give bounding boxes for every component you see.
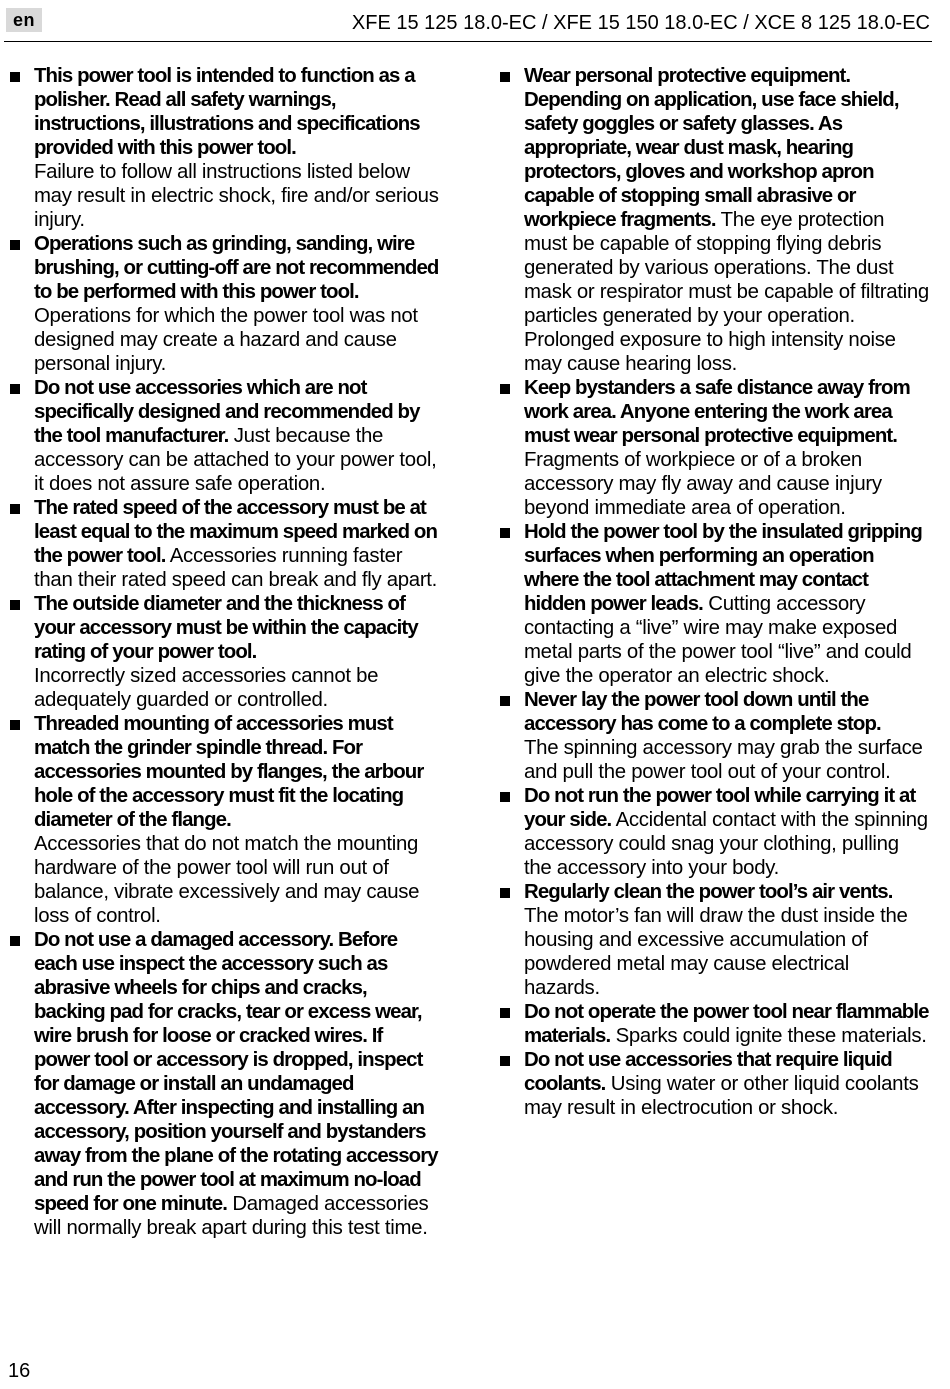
warning-explanation: Failure to follow all instructions listed below may result in electric shock, fire and/or serious injury. bbox=[34, 161, 439, 231]
warning-explanation: Accessories that do not match the mounting hardware of the power tool will run out of balance, vibrate excessively and may cause loss of control. bbox=[34, 833, 420, 927]
warning-heading: Keep bystanders a safe distance away from work area. Anyone entering the work area must wear personal protective equipment. bbox=[524, 377, 910, 447]
safety-item bbox=[8, 232, 440, 376]
safety-item bbox=[498, 1048, 930, 1120]
square-bullet-icon bbox=[500, 1056, 510, 1066]
warning-explanation: Just because the accessory can be attached to your power tool, it does not assure safe operation. bbox=[34, 425, 437, 495]
warning-heading: Regularly clean the power tool’s air vents. bbox=[524, 881, 893, 903]
page-header bbox=[0, 0, 950, 44]
warning-heading: Do not run the power tool while carrying it at your side. bbox=[524, 785, 916, 831]
safety-item bbox=[8, 376, 440, 496]
warning-explanation: Accessories running faster than their rated speed can break and fly apart. bbox=[34, 545, 438, 591]
safety-item bbox=[498, 520, 930, 688]
page-number: 16 bbox=[8, 1360, 31, 1382]
warning-heading: Do not operate the power tool near flammable materials. bbox=[524, 1001, 929, 1047]
warning-explanation: Cutting accessory contacting a “live” wire may make exposed metal parts of the power tool “live” and could give the operator an electric shock. bbox=[524, 593, 912, 687]
safety-item bbox=[498, 1000, 930, 1048]
warning-explanation: Fragments of workpiece or of a broken accessory may fly away and cause injury beyond immediate area of operation. bbox=[524, 449, 882, 519]
safety-item bbox=[498, 64, 930, 376]
square-bullet-icon bbox=[500, 888, 510, 898]
warning-explanation: Accidental contact with the spinning accessory could snag your clothing, pulling the accessory into your body. bbox=[524, 809, 928, 879]
safety-item bbox=[498, 880, 930, 1000]
warning-heading: Do not use accessories which are not specifically designed and recommended by the tool manufacturer. bbox=[34, 377, 420, 447]
square-bullet-icon bbox=[500, 696, 510, 706]
safety-item bbox=[8, 928, 440, 1240]
safety-item bbox=[498, 688, 930, 784]
square-bullet-icon bbox=[500, 72, 510, 82]
warning-heading: Operations such as grinding, sanding, wire brushing, or cutting-off are not recommended to be performed with this power tool. bbox=[34, 233, 439, 303]
warning-heading: Hold the power tool by the insulated gripping surfaces when performing an operation where the tool attachment may contact hidden power leads. bbox=[524, 521, 922, 615]
warning-heading: Do not use a damaged accessory. Before each use inspect the accessory such as abrasive wheels for chips and cracks, backing pad for cracks, tear or excess wear, wire brush for loose or cracked wires. If power tool or accessory is dropped, inspect for damage or install an undamaged accessory. After inspecting and installing an accessory, position yourself and bystanders away from the plane of the rotating accessory and run the power tool at maximum no-load speed for one minute. bbox=[34, 929, 438, 1215]
warning-explanation: Damaged accessories will normally break apart during this test time. bbox=[34, 1193, 429, 1239]
safety-item bbox=[8, 592, 440, 712]
warning-explanation: Using water or other liquid coolants may result in electrocution or shock. bbox=[524, 1073, 919, 1119]
square-bullet-icon bbox=[500, 384, 510, 394]
square-bullet-icon bbox=[10, 384, 20, 394]
square-bullet-icon bbox=[10, 240, 20, 250]
right-column bbox=[498, 64, 930, 1120]
square-bullet-icon bbox=[10, 936, 20, 946]
warning-heading: The rated speed of the accessory must be at least equal to the maximum speed marked on the power tool. bbox=[34, 497, 437, 567]
square-bullet-icon bbox=[10, 600, 20, 610]
warning-explanation: The motor’s fan will draw the dust inside the housing and excessive accumulation of powdered metal may cause electrical hazards. bbox=[524, 905, 908, 999]
warning-explanation: Operations for which the power tool was not designed may create a hazard and cause personal injury. bbox=[34, 305, 418, 375]
square-bullet-icon bbox=[10, 504, 20, 514]
warning-heading: Wear personal protective equipment. Depending on application, use face shield, safety goggles or safety glasses. As appropriate, wear dust mask, hearing protectors, gloves and workshop apron capable of stopping small abrasive or workpiece fragments. bbox=[524, 65, 899, 231]
square-bullet-icon bbox=[10, 720, 20, 730]
warning-heading: The outside diameter and the thickness of your accessory must be within the capacity rating of your power tool. bbox=[34, 593, 418, 663]
square-bullet-icon bbox=[500, 528, 510, 538]
safety-item bbox=[8, 64, 440, 232]
warning-explanation: The spinning accessory may grab the surface and pull the power tool out of your control. bbox=[524, 737, 923, 783]
square-bullet-icon bbox=[10, 72, 20, 82]
safety-item bbox=[498, 784, 930, 880]
safety-item bbox=[8, 496, 440, 592]
warning-heading: This power tool is intended to function as a polisher. Read all safety warnings, instructions, illustrations and specifications provided with this power tool. bbox=[34, 65, 420, 159]
warning-explanation: Sparks could ignite these materials. bbox=[615, 1025, 927, 1047]
warning-heading: Do not use accessories that require liquid coolants. bbox=[524, 1049, 892, 1095]
header-divider bbox=[4, 41, 932, 42]
left-column bbox=[8, 64, 440, 1240]
safety-item bbox=[498, 376, 930, 520]
model-title: XFE 15 125 18.0-EC / XFE 15 150 18.0-EC / XCE 8 125 18.0-EC bbox=[351, 12, 930, 34]
square-bullet-icon bbox=[500, 1008, 510, 1018]
square-bullet-icon bbox=[500, 792, 510, 802]
warning-explanation: Incorrectly sized accessories cannot be adequately guarded or controlled. bbox=[34, 665, 379, 711]
warning-heading: Never lay the power tool down until the accessory has come to a complete stop. bbox=[524, 689, 881, 735]
language-tag: en bbox=[6, 8, 42, 32]
safety-item bbox=[8, 712, 440, 928]
warning-explanation: The eye protection must be capable of stopping flying debris generated by various operations. The dust mask or respirator must be capable of filtrating particles generated by your operation. Prolonged exposure to high intensity noise may cause hearing loss. bbox=[524, 209, 929, 375]
warning-heading: Threaded mounting of accessories must match the grinder spindle thread. For accessories mounted by flanges, the arbour hole of the accessory must fit the locating diameter of the flange. bbox=[34, 713, 424, 831]
